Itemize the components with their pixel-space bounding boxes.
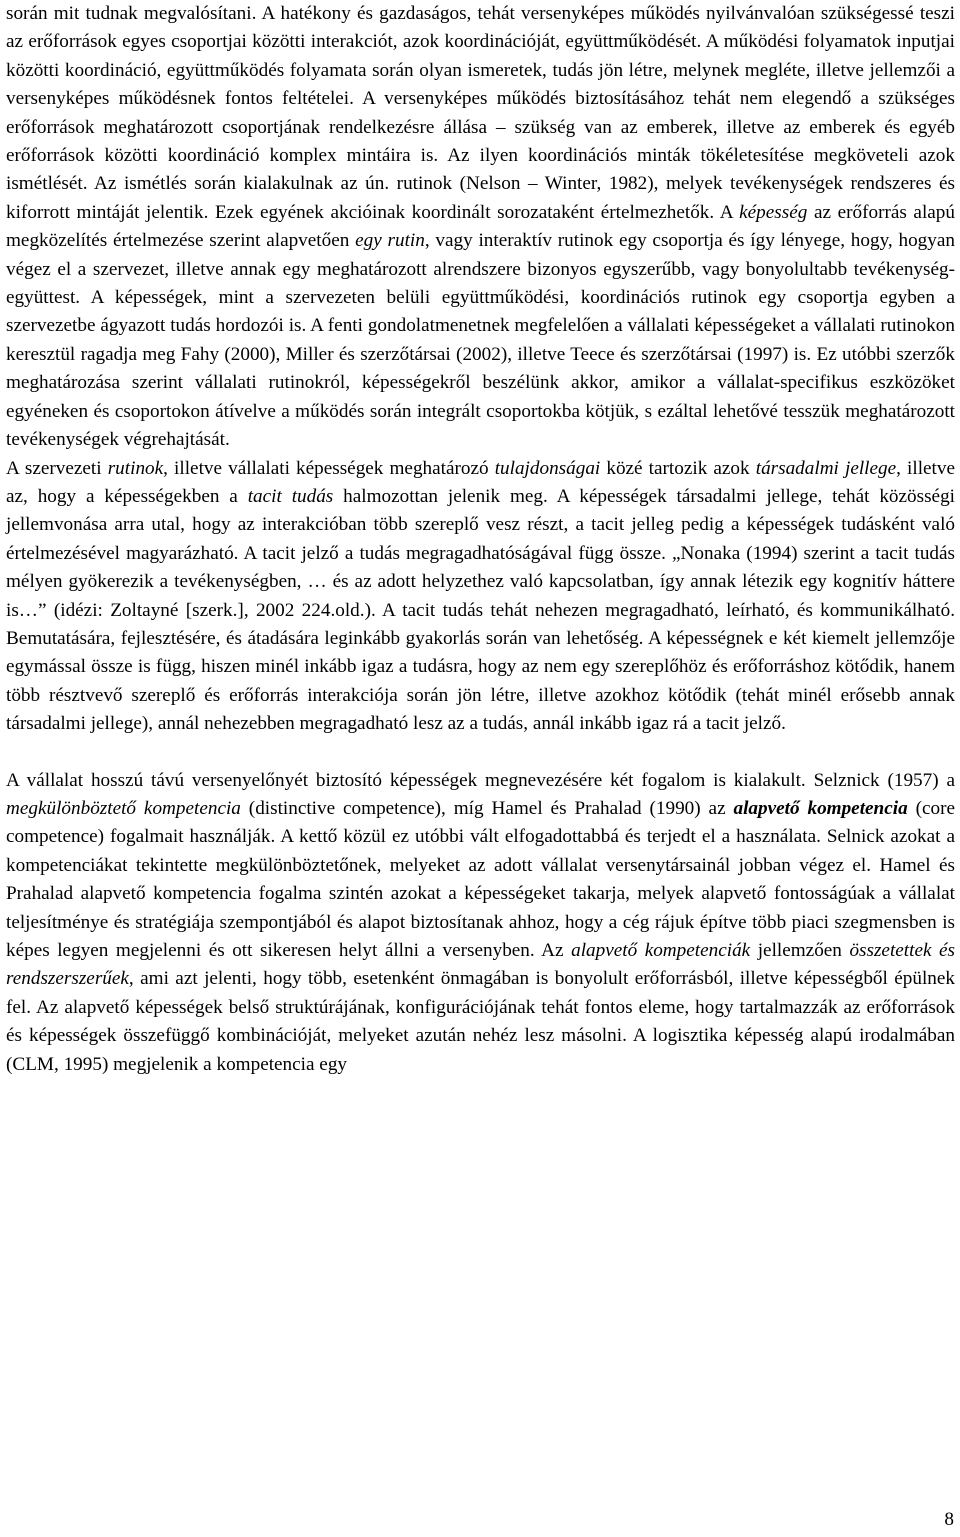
text-run: során mit tudnak megvalósítani. A hatékony és gazdaságos, tehát versenyképes működés nyilvánvalóan szükségessé teszi az erőforrások egyes csoportjai közötti interakciót, azok koordinációját, együttműködését. A működési folyamatok inputjai közötti koordináció, együttműködés folyamata során olyan ismeretek, tudás jön létre, melynek megléte, illetve jellemzői a versenyképes működésnek fontos feltételei. A versenyképes működés biztosításához tehát nem elegendő a szükséges erőforrások meghatározott csoportjának rendelkezésre állása – szükség van az emberek, illetve az emberek és egyéb erőforrások közötti koordináció komplex mintáira is. Az ilyen koordinációs minták tökéletesítése megköveteli azok ismétlését. Az ismétlés során kialakulnak az ún. rutinok (Nelson – Winter, 1982), melyek tevékenységek rendszeres és kiforrott mintáját jelentik. Ezek egyének akcióinak koordinált sorozataként értelmezhetők. A <box>6 3 955 223</box>
emphasis-text: megkülönböztető kompetencia <box>6 797 241 819</box>
emphasis-text: tacit tudás <box>247 485 334 507</box>
text-run: (distinctive competence), míg Hamel és Prahalad (1990) az <box>240 797 734 819</box>
paragraph-spacer <box>6 739 955 767</box>
emphasis-text: összetettek és rendszerszerűek <box>6 940 956 990</box>
emphasis-text: alapvető kompetenciák <box>571 940 751 961</box>
paragraph-3 <box>6 767 955 1079</box>
text-run: az erőforrás alapú megközelítés értelmezése szerint alapvetően <box>6 201 955 252</box>
emphasis-text: tulajdonságai <box>494 457 601 479</box>
emphasis-text: egy rutin <box>355 230 425 252</box>
emphasis-text: alapvető kompetencia <box>733 797 908 819</box>
text-run: közé tartozik azok <box>600 457 756 479</box>
text-run: A szervezeti <box>6 457 108 479</box>
emphasis-text: képesség <box>739 201 808 223</box>
text-run: A vállalat hosszú távú versenyelőnyét biztosító képességek megnevezésére két fogalom is kialakult. Selznick (1957) a <box>6 769 955 791</box>
emphasis-text: társadalmi jellege <box>755 457 897 479</box>
text-run: , vagy interaktív rutinok egy csoportja és így lényege, hogy, hogyan végez el a szervezet, illetve annak egy meghatározott alrendszere bizonyos egyszerűbb, vagy bonyolultabb tevékenység-együttest. A képességek, mint a szervezeten belüli együttműködési, koordinációs rutinok egy csoportja egyben a szervezetbe ágyazott tudás hordozói is. A fenti gondolatmenetnek megfelelően a vállalati képességeket a vállalati rutinokon keresztül ragadja meg Fahy (2000), Miller és szerzőtársai (2002), illetve Teece és szerzőtársai (1997) is. Ez utóbbi szerzők meghatározása szerint vállalati rutinokról, képességekről beszélünk akkor, amikor a vállalat-specifikus eszközöket egyéneken és csoportokon átívelve a működés során integrált csoportokba kötjük, s ezáltal lehetővé tesszük meghatározott tevékenységek végrehajtását. <box>6 230 955 451</box>
text-run: , illetve az, hogy a képességekben a <box>6 457 955 507</box>
paragraph-2 <box>6 455 955 739</box>
text-run: halmozottan jelenik meg. A képességek társadalmi jellege, tehát közösségi jellemvonása arra utal, hogy az interakcióban több szereplő vesz részt, a tacit jelleg pedig a képességek tudásként való értelmezésével magyarázható. A tacit jelző a tudás megragadhatóságával függ össze. „Nonaka (1994) szerint a tacit tudás mélyen gyökerezik a tevékenységben, … és az adott helyzethez való kapcsolatban, így annak létezik egy kognitív háttere is…” (idézi: Zoltayné [szerk.], 2002 224.old.). A tacit tudás tehát nehezen megragadható, leírható, és kommunikálható. Bemutatására, fejlesztésére, és átadására leginkább gyakorlás során van lehetőség. A képességnek e két kiemelt jellemzője egymással össze is függ, hiszen minél inkább igaz a tudásra, hogy az nem egy szereplőhöz és erőforráshoz kötődik, hanem több résztvevő szereplő és erőforrás interakciója során jön létre, illetve azokhoz kötődik (tehát minél erősebb annak társadalmi jellege), annál nehezebben megragadható lesz az a tudás, annál inkább igaz rá a tacit jelző. <box>6 485 955 735</box>
text-run: (core competence) fogalmait használják. A kettő közül ez utóbbi vált elfogadottabbá és terjedt el a használata. Selnick azokat a kompetenciákat tekintette megkülönböztetőnek, melyeket az adott vállalat versenytársainál jobban végez el. Hamel és Prahalad alapvető kompetencia fogalma szintén azokat a képességeket takarja, melyek alapvető fontosságúak a vállalat teljesítménye és stratégiája szempontjából és alapot biztosítanak ahhoz, hogy a cég rájuk építve több piaci szegmensben is képes legyen megjelenni és ott sikeresen helyt állni a versenyben. Az <box>6 797 955 961</box>
strong-emphasis <box>734 798 908 819</box>
page-number: 8 <box>944 1509 954 1530</box>
paragraph-1 <box>6 0 955 455</box>
text-run: , illetve vállalati képességek meghatározó <box>163 457 495 479</box>
text-run: , ami azt jelenti, hogy több, esetenként önmagában is bonyolult erőforrásból, illetve képességből épülnek fel. Az alapvető képességek belső struktúrájának, konfigurációjának tehát fontos eleme, hogy tartalmazzák az erőforrások és képességek összefüggő kombinációját, melyeket azután nehéz lesz másolni. A logisztika képesség alapú irodalmában (CLM, 1995) megjelenik a kompetencia egy <box>6 968 955 1075</box>
emphasis-text: rutinok <box>107 457 164 479</box>
document-body <box>6 0 955 1079</box>
text-run: jellemzően <box>750 940 850 961</box>
